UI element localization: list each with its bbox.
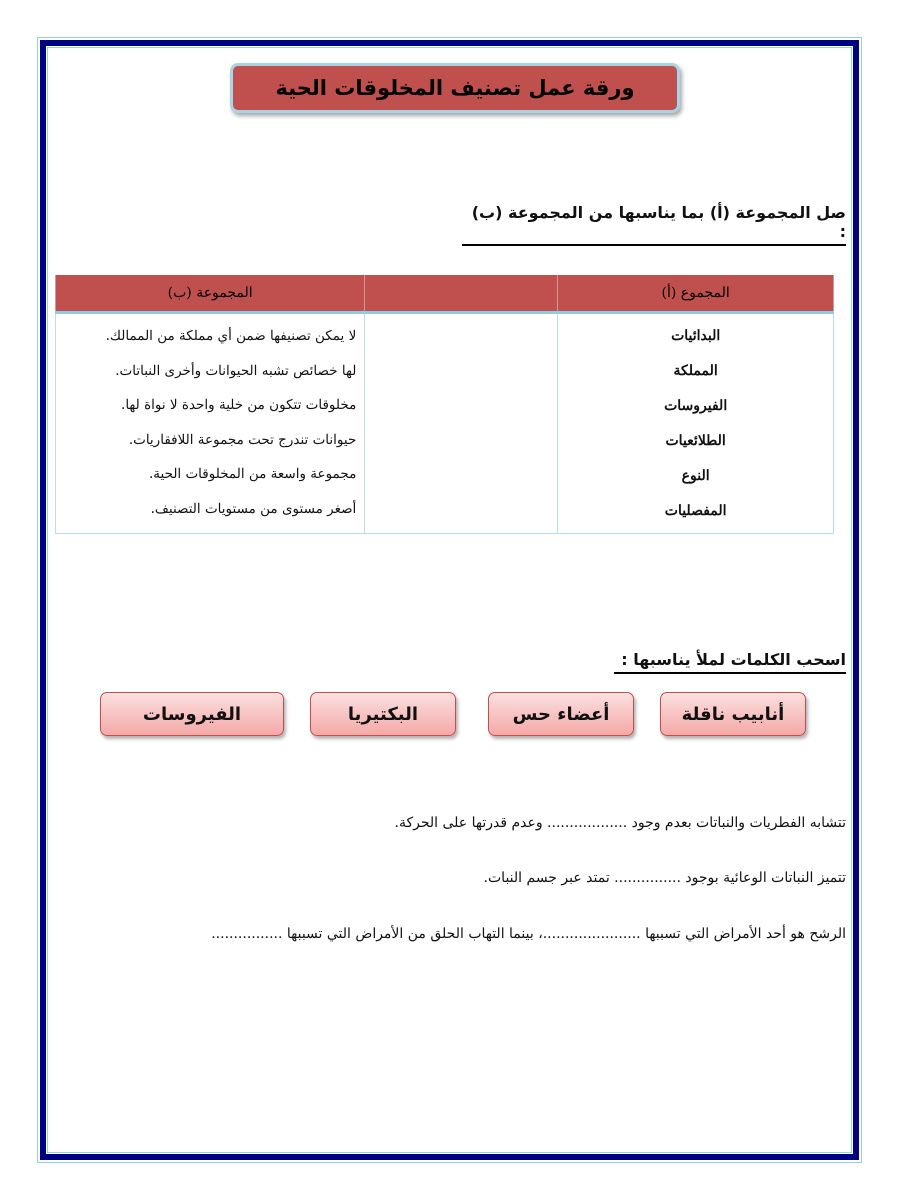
word-chip-vascular-tubes[interactable]: أنابيب ناقلة (660, 692, 806, 736)
group-a-item[interactable]: النوع (681, 468, 710, 484)
group-b-item[interactable]: لها خصائص تشبه الحيوانات وأخرى النباتات. (115, 362, 357, 379)
matching-table-header (56, 275, 834, 313)
word-chip-bacteria[interactable]: البكتيريا (310, 692, 456, 736)
group-b-cell (56, 313, 365, 534)
group-a-item[interactable]: المملكة (673, 363, 718, 379)
word-chip-sense-organs[interactable]: أعضاء حس (488, 692, 634, 736)
fill-blank-sentence-3[interactable]: الرشح هو أحد الأمراض التي تسببها ......................، بينما التهاب الحلق من الأمراض التي تسببها ................ (211, 926, 846, 942)
group-a-item[interactable]: الفيروسات (664, 398, 728, 414)
group-a-cell (558, 313, 834, 534)
drag-words-instructions: اسحب الكلمات لملأ يناسبها : (614, 650, 846, 674)
matching-table (55, 275, 834, 534)
group-a-item[interactable]: البدائيات (671, 328, 721, 344)
header-group-a: المجموع (أ) (558, 275, 834, 313)
fill-blank-sentence-1[interactable]: تتشابه الفطريات والنباتات بعدم وجود .................. وعدم قدرتها على الحركة. (394, 815, 846, 831)
header-group-b: المجموعة (ب) (56, 275, 365, 313)
group-b-item[interactable]: مخلوقات تتكون من خلية واحدة لا نواة لها. (121, 397, 357, 413)
matching-instructions: صل المجموعة (أ) بما يناسبها من المجموعة (ب) : (462, 203, 846, 246)
group-b-item[interactable]: أصغر مستوى من مستويات التصنيف. (150, 500, 357, 517)
word-chip-viruses[interactable]: الفيروسات (100, 692, 284, 736)
header-answer-column (365, 275, 558, 313)
worksheet-title-box (230, 63, 680, 113)
worksheet-title: ورقة عمل تصنيف المخلوقات الحية (275, 76, 635, 100)
group-b-item[interactable]: حيوانات تندرج تحت مجموعة اللافقاريات. (128, 431, 357, 448)
group-a-item[interactable]: المفصليات (664, 503, 727, 519)
group-a-item[interactable]: الطلائعيات (665, 433, 726, 449)
group-b-item[interactable]: لا يمكن تصنيفها ضمن أي مملكة من الممالك. (105, 328, 357, 344)
group-b-item[interactable]: مجموعة واسعة من المخلوقات الحية. (149, 466, 357, 482)
matching-table-body (56, 313, 834, 534)
answer-drop-area[interactable] (365, 313, 558, 534)
fill-blank-sentence-2[interactable]: تتميز النباتات الوعائية بوجود ............... تمتد عبر جسم النبات. (483, 870, 846, 886)
